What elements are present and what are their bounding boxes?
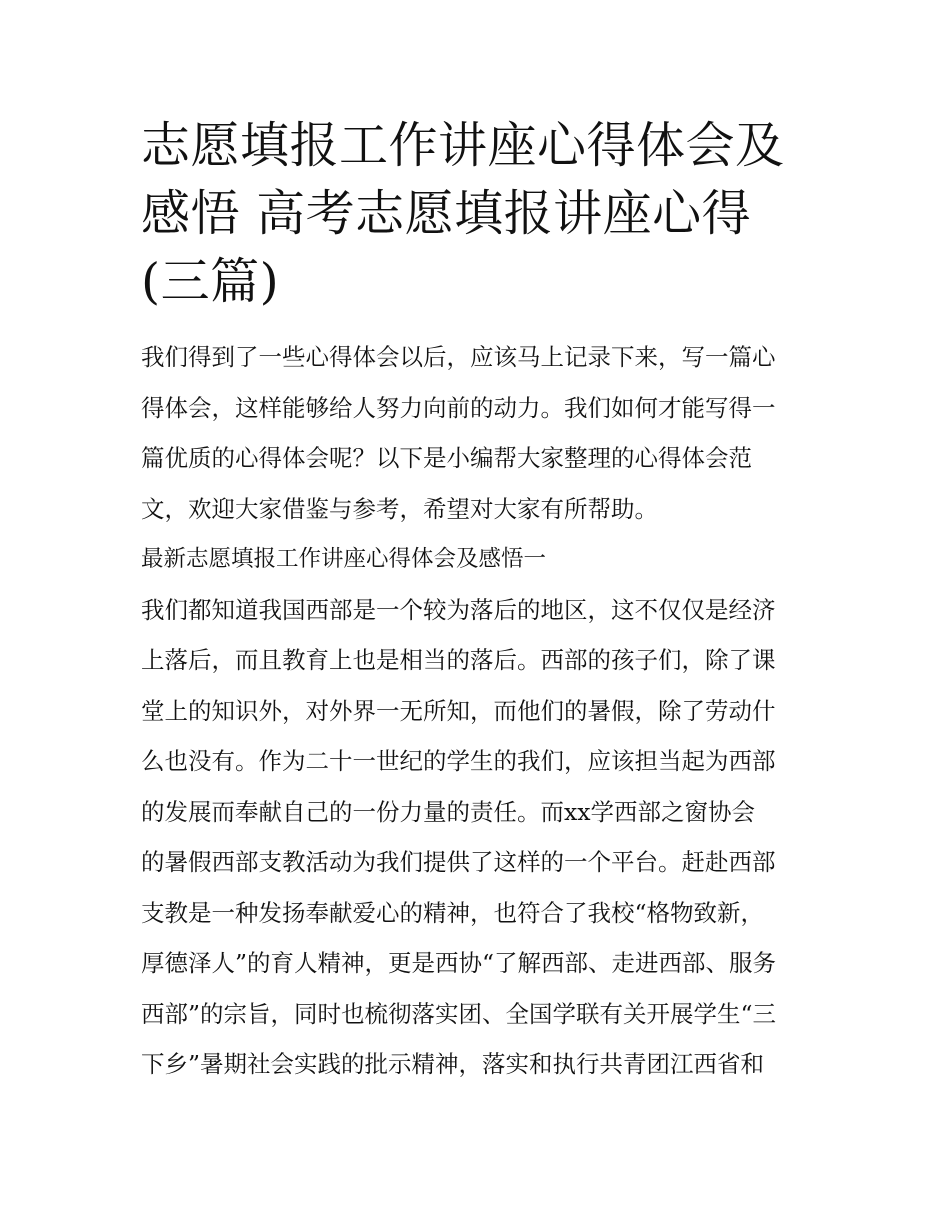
intro-line-4: 文，欢迎大家借鉴与参考，希望对大家有所帮助。 xyxy=(141,494,658,523)
document-title xyxy=(141,112,813,316)
document-content xyxy=(141,112,813,1090)
section-heading: 最新志愿填报工作讲座心得体会及感悟一 xyxy=(141,546,547,572)
paragraph-line-5: 的发展而奉献自己的一份力量的责任。而xx学西部之窗协会 xyxy=(141,797,756,826)
paragraph-line-3: 堂上的知识外，对外界一无所知，而他们的暑假，除了劳动什 xyxy=(141,696,776,725)
paragraph-line-8: 厚德泽人”的育人精神，更是西协“了解西部、走进西部、服务 xyxy=(141,949,777,977)
paragraph-line-2: 上落后，而且教育上也是相当的落后。西部的孩子们，除了课 xyxy=(141,646,776,674)
title-line-2: 感悟 高考志愿填报讲座心得 xyxy=(141,185,752,242)
title-line-1: 志愿填报工作讲座心得体会及 xyxy=(141,117,785,174)
intro-line-3: 篇优质的心得体会呢？以下是小编帮大家整理的心得体会范 xyxy=(141,444,752,472)
paragraph-line-7: 支教是一种发扬奉献爱心的精神，也符合了我校“格物致新， xyxy=(141,898,765,927)
paragraph-line-10: 下乡”暑期社会实践的批示精神，落实和执行共青团江西省和 xyxy=(141,1050,765,1078)
paragraph-line-1: 我们都知道我国西部是一个较为落后的地区，这不仅仅是经济 xyxy=(141,595,776,624)
paragraph-line-4: 么也没有。作为二十一世纪的学生的我们，应该担当起为西部 xyxy=(141,747,776,775)
paragraph-line-6: 的暑假西部支教活动为我们提供了这样的一个平台。赶赴西部 xyxy=(141,848,776,876)
paragraph-line-9: 西部”的宗旨，同时也梳彻落实团、全国学联有关开展学生“三 xyxy=(141,999,777,1028)
intro-line-1: 我们得到了一些心得体会以后，应该马上记录下来，写一篇心 xyxy=(141,343,776,371)
intro-line-2: 得体会，这样能够给人努力向前的动力。我们如何才能写得一 xyxy=(141,393,776,422)
title-line-3: (三篇) xyxy=(141,253,280,310)
document-body xyxy=(141,332,813,1090)
